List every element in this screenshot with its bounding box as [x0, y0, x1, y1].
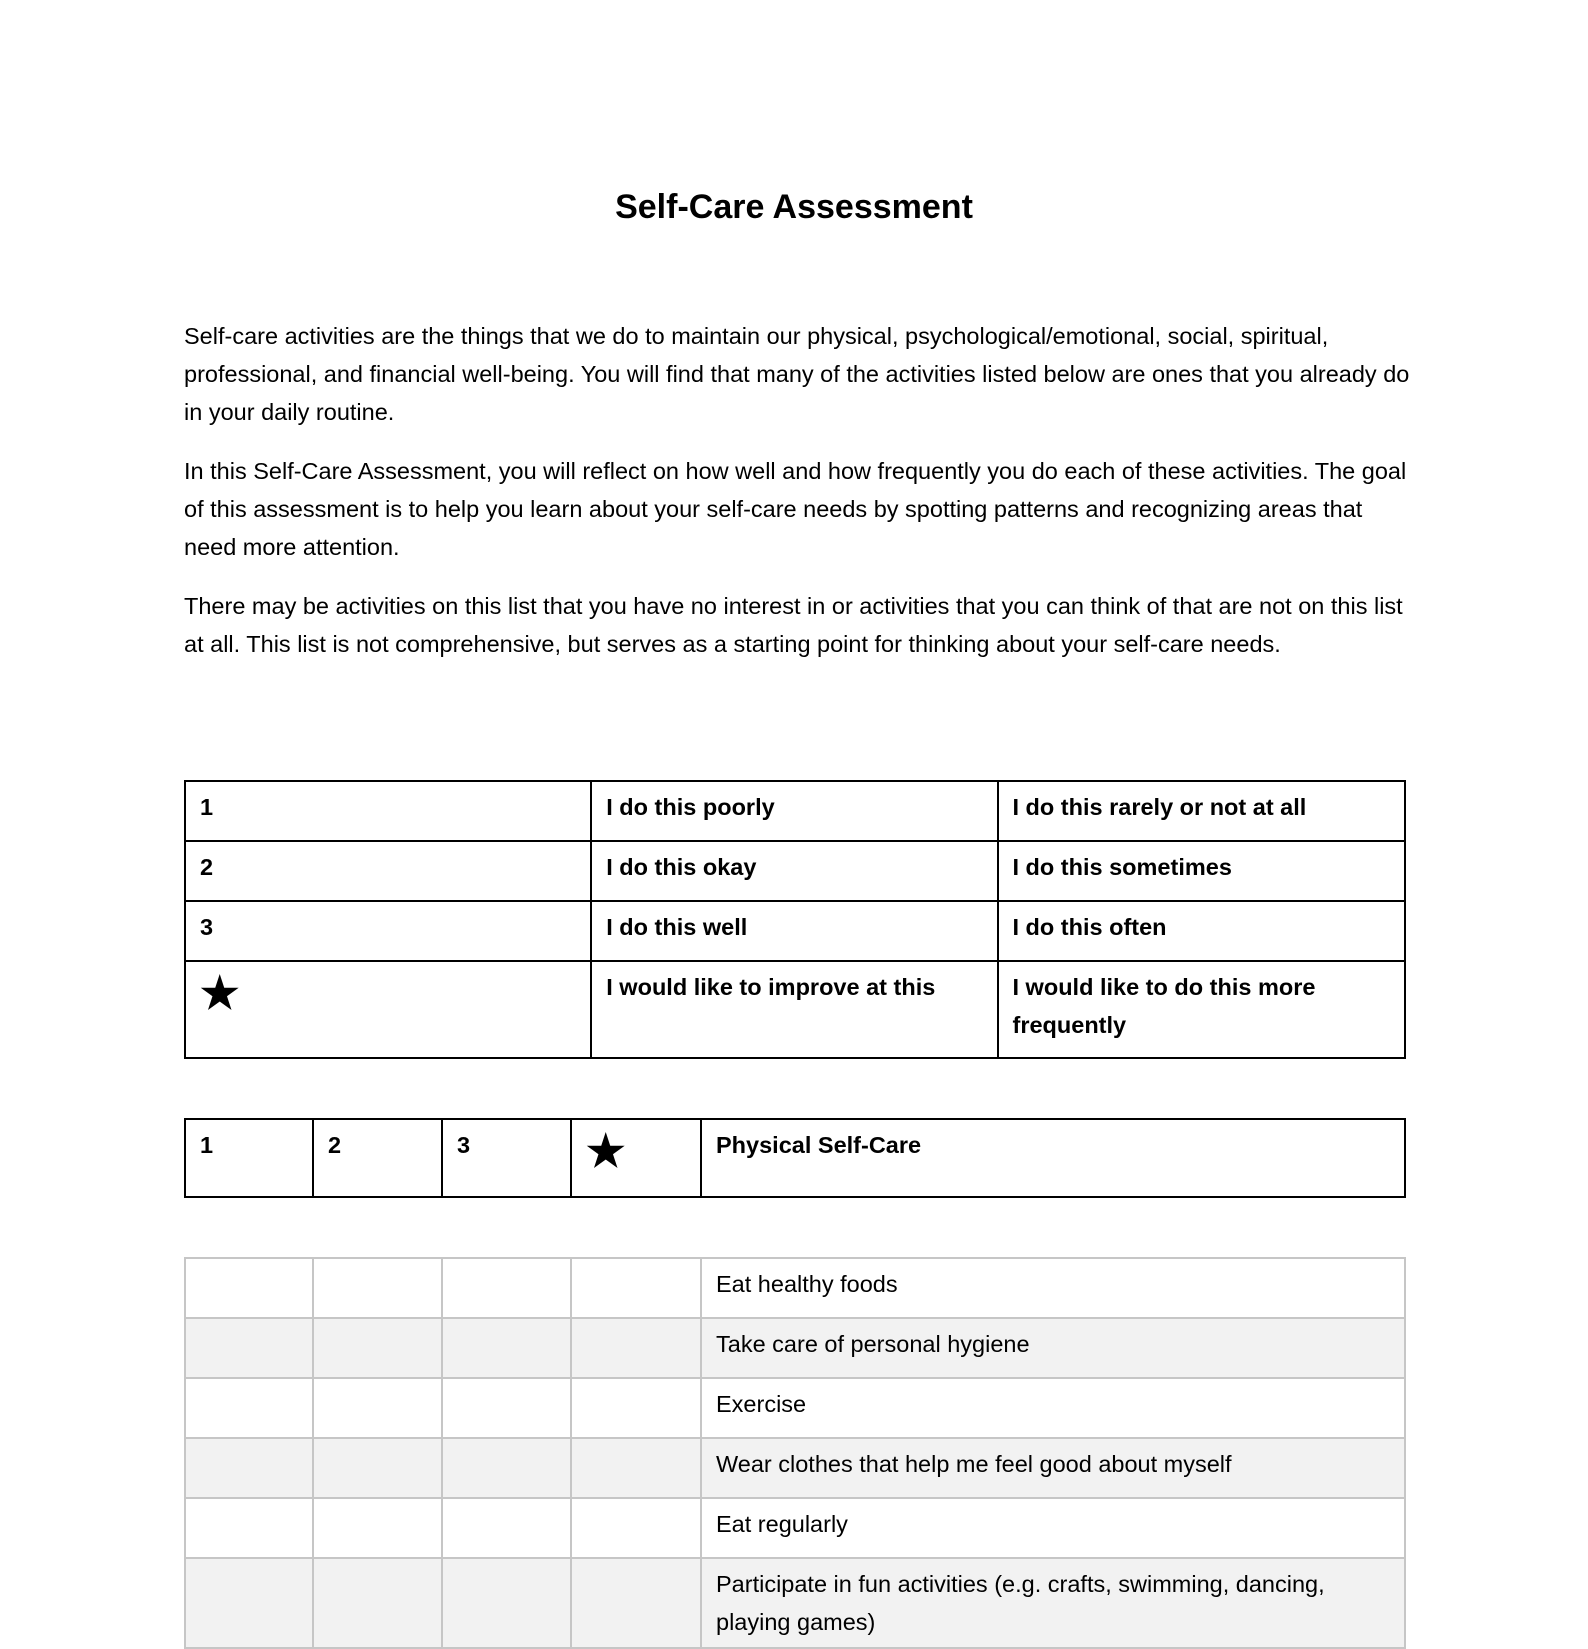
legend-key: 2 [185, 841, 591, 901]
activity-label: Take care of personal hygiene [701, 1318, 1405, 1378]
legend-key: 3 [185, 901, 591, 961]
column-2-header: 2 [313, 1119, 442, 1197]
rating-2-cell[interactable] [313, 1438, 442, 1498]
legend-how-often: I do this often [998, 901, 1406, 961]
intro-paragraph-1: Self-care activities are the things that we do to maintain our physical, psychological/emotional, social, spiritual, professional, and financial well-being. You will find that many of the activities listed below are ones that you already do in your daily routine. [184, 323, 1410, 425]
legend-row [185, 961, 1405, 1058]
rating-star-cell[interactable] [571, 1498, 701, 1558]
legend-row [185, 781, 1405, 841]
rating-3-cell[interactable] [442, 1498, 571, 1558]
rating-star-cell[interactable] [571, 1378, 701, 1438]
star-icon: ★ [200, 969, 240, 1018]
rating-2-cell[interactable] [313, 1318, 442, 1378]
section-title: Physical Self-Care [701, 1119, 1405, 1197]
activity-row [185, 1558, 1405, 1648]
page-title: Self-Care Assessment [615, 188, 973, 226]
rating-1-cell[interactable] [185, 1378, 313, 1438]
activity-table [184, 1257, 1406, 1649]
activity-label: Eat regularly [701, 1498, 1405, 1558]
rating-2-cell[interactable] [313, 1378, 442, 1438]
rating-2-cell[interactable] [313, 1258, 442, 1318]
rating-1-cell[interactable] [185, 1438, 313, 1498]
legend-how-well: I would like to improve at this [591, 961, 997, 1058]
rating-1-cell[interactable] [185, 1498, 313, 1558]
activity-row [185, 1498, 1405, 1558]
rating-star-cell[interactable] [571, 1558, 701, 1648]
section-header-table [184, 1118, 1406, 1198]
activity-row [185, 1318, 1405, 1378]
legend-how-often: I do this rarely or not at all [998, 781, 1406, 841]
activity-row [185, 1438, 1405, 1498]
rating-1-cell[interactable] [185, 1558, 313, 1648]
legend-how-well: I do this okay [591, 841, 997, 901]
legend-row [185, 841, 1405, 901]
rating-3-cell[interactable] [442, 1558, 571, 1648]
rating-1-cell[interactable] [185, 1318, 313, 1378]
activity-row [185, 1378, 1405, 1438]
rating-3-cell[interactable] [442, 1258, 571, 1318]
activity-label: Participate in fun activities (e.g. crafts, swimming, dancing, playing games) [701, 1558, 1405, 1648]
rating-2-cell[interactable] [313, 1558, 442, 1648]
rating-3-cell[interactable] [442, 1378, 571, 1438]
rating-star-cell[interactable] [571, 1318, 701, 1378]
rating-star-cell[interactable] [571, 1258, 701, 1318]
activity-label: Eat healthy foods [701, 1258, 1405, 1318]
column-star-header [571, 1119, 701, 1197]
intro-paragraph-2: In this Self-Care Assessment, you will reflect on how well and how frequently you do each of these activities. The goal of this assessment is to help you learn about your self-care needs by spotting patterns and recognizing areas that need more attention. [184, 458, 1407, 560]
intro-paragraph-3: There may be activities on this list that you have no interest in or activities that you can think of that are not on this list at all. This list is not comprehensive, but serves as a starting point for thinking about your self-care needs. [184, 593, 1403, 657]
legend-how-often: I would like to do this more frequently [998, 961, 1406, 1058]
rating-3-cell[interactable] [442, 1318, 571, 1378]
legend-row [185, 901, 1405, 961]
activity-label: Wear clothes that help me feel good about myself [701, 1438, 1405, 1498]
rating-legend-table [184, 780, 1406, 1059]
column-1-header: 1 [185, 1119, 313, 1197]
activity-row [185, 1258, 1405, 1318]
star-icon: ★ [586, 1127, 626, 1176]
rating-1-cell[interactable] [185, 1258, 313, 1318]
column-3-header: 3 [442, 1119, 571, 1197]
legend-key: 1 [185, 781, 591, 841]
legend-how-often: I do this sometimes [998, 841, 1406, 901]
legend-how-well: I do this poorly [591, 781, 997, 841]
legend-how-well: I do this well [591, 901, 997, 961]
activity-label: Exercise [701, 1378, 1405, 1438]
legend-key [185, 961, 591, 1058]
rating-star-cell[interactable] [571, 1438, 701, 1498]
rating-3-cell[interactable] [442, 1438, 571, 1498]
rating-2-cell[interactable] [313, 1498, 442, 1558]
section-header-row [185, 1119, 1405, 1197]
